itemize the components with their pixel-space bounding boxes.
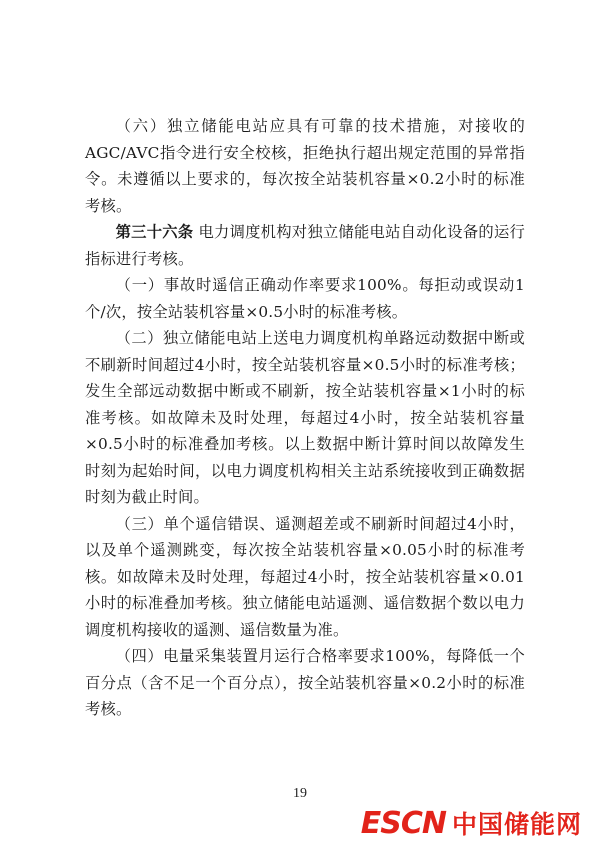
article-36-paragraph xyxy=(85,219,525,272)
clause-6-paragraph xyxy=(85,113,525,219)
clause-1-text: （一）事故时遥信正确动作率要求100%。每拒动或误动1个/次，按全站装机容量×0.5小时的标准考核。 xyxy=(85,276,525,321)
watermark-brand: ESCN xyxy=(360,805,446,841)
watermark-name: 中国储能网 xyxy=(451,810,582,839)
article-36-text: 电力调度机构对独立储能电站自动化设备的运行指标进行考核。 xyxy=(85,223,525,268)
article-36-heading: 第三十六条 xyxy=(115,223,194,241)
clause-4-paragraph xyxy=(85,643,525,723)
clause-3-text: （三）单个遥信错误、遥测超差或不刷新时间超过4小时，以及单个遥测跳变，每次按全站装机容量×0.05小时的标准考核。如故障未及时处理，每超过4小时，按全站装机容量×0.01小时的标准叠加考核。独立储能电站遥测、遥信数据个数以电力调度机构接收的遥测、遥信数量为准。 xyxy=(85,514,525,639)
clause-3-paragraph xyxy=(85,511,525,644)
escn-watermark-logo xyxy=(361,806,582,840)
clause-4-text: （四）电量采集装置月运行合格率要求100%，每降低一个百分点（含不足一个百分点），按全站装机容量×0.2小时的标准考核。 xyxy=(85,647,525,718)
document-body xyxy=(85,113,525,723)
clause-1-paragraph xyxy=(85,272,525,325)
clause-6-text: （六）独立储能电站应具有可靠的技术措施，对接收的AGC/AVC指令进行安全校核，拒绝执行超出规定范围的异常指令。未遵循以上要求的，每次按全站装机容量×0.2小时的标准考核。 xyxy=(85,117,525,215)
clause-2-paragraph xyxy=(85,325,525,511)
clause-2-text: （二）独立储能电站上送电力调度机构单路远动数据中断或不刷新时间超过4小时，按全站装机容量×0.5小时的标准考核；发生全部远动数据中断或不刷新，按全站装机容量×1小时的标准考核。如故障未及时处理，每超过4小时，按全站装机容量×0.5小时的标准叠加考核。以上数据中断计算时间以故障发生时刻为起始时间，以电力调度机构相关主站系统接收到正确数据时刻为截止时间。 xyxy=(85,329,525,506)
page-number: 19 xyxy=(293,786,307,801)
